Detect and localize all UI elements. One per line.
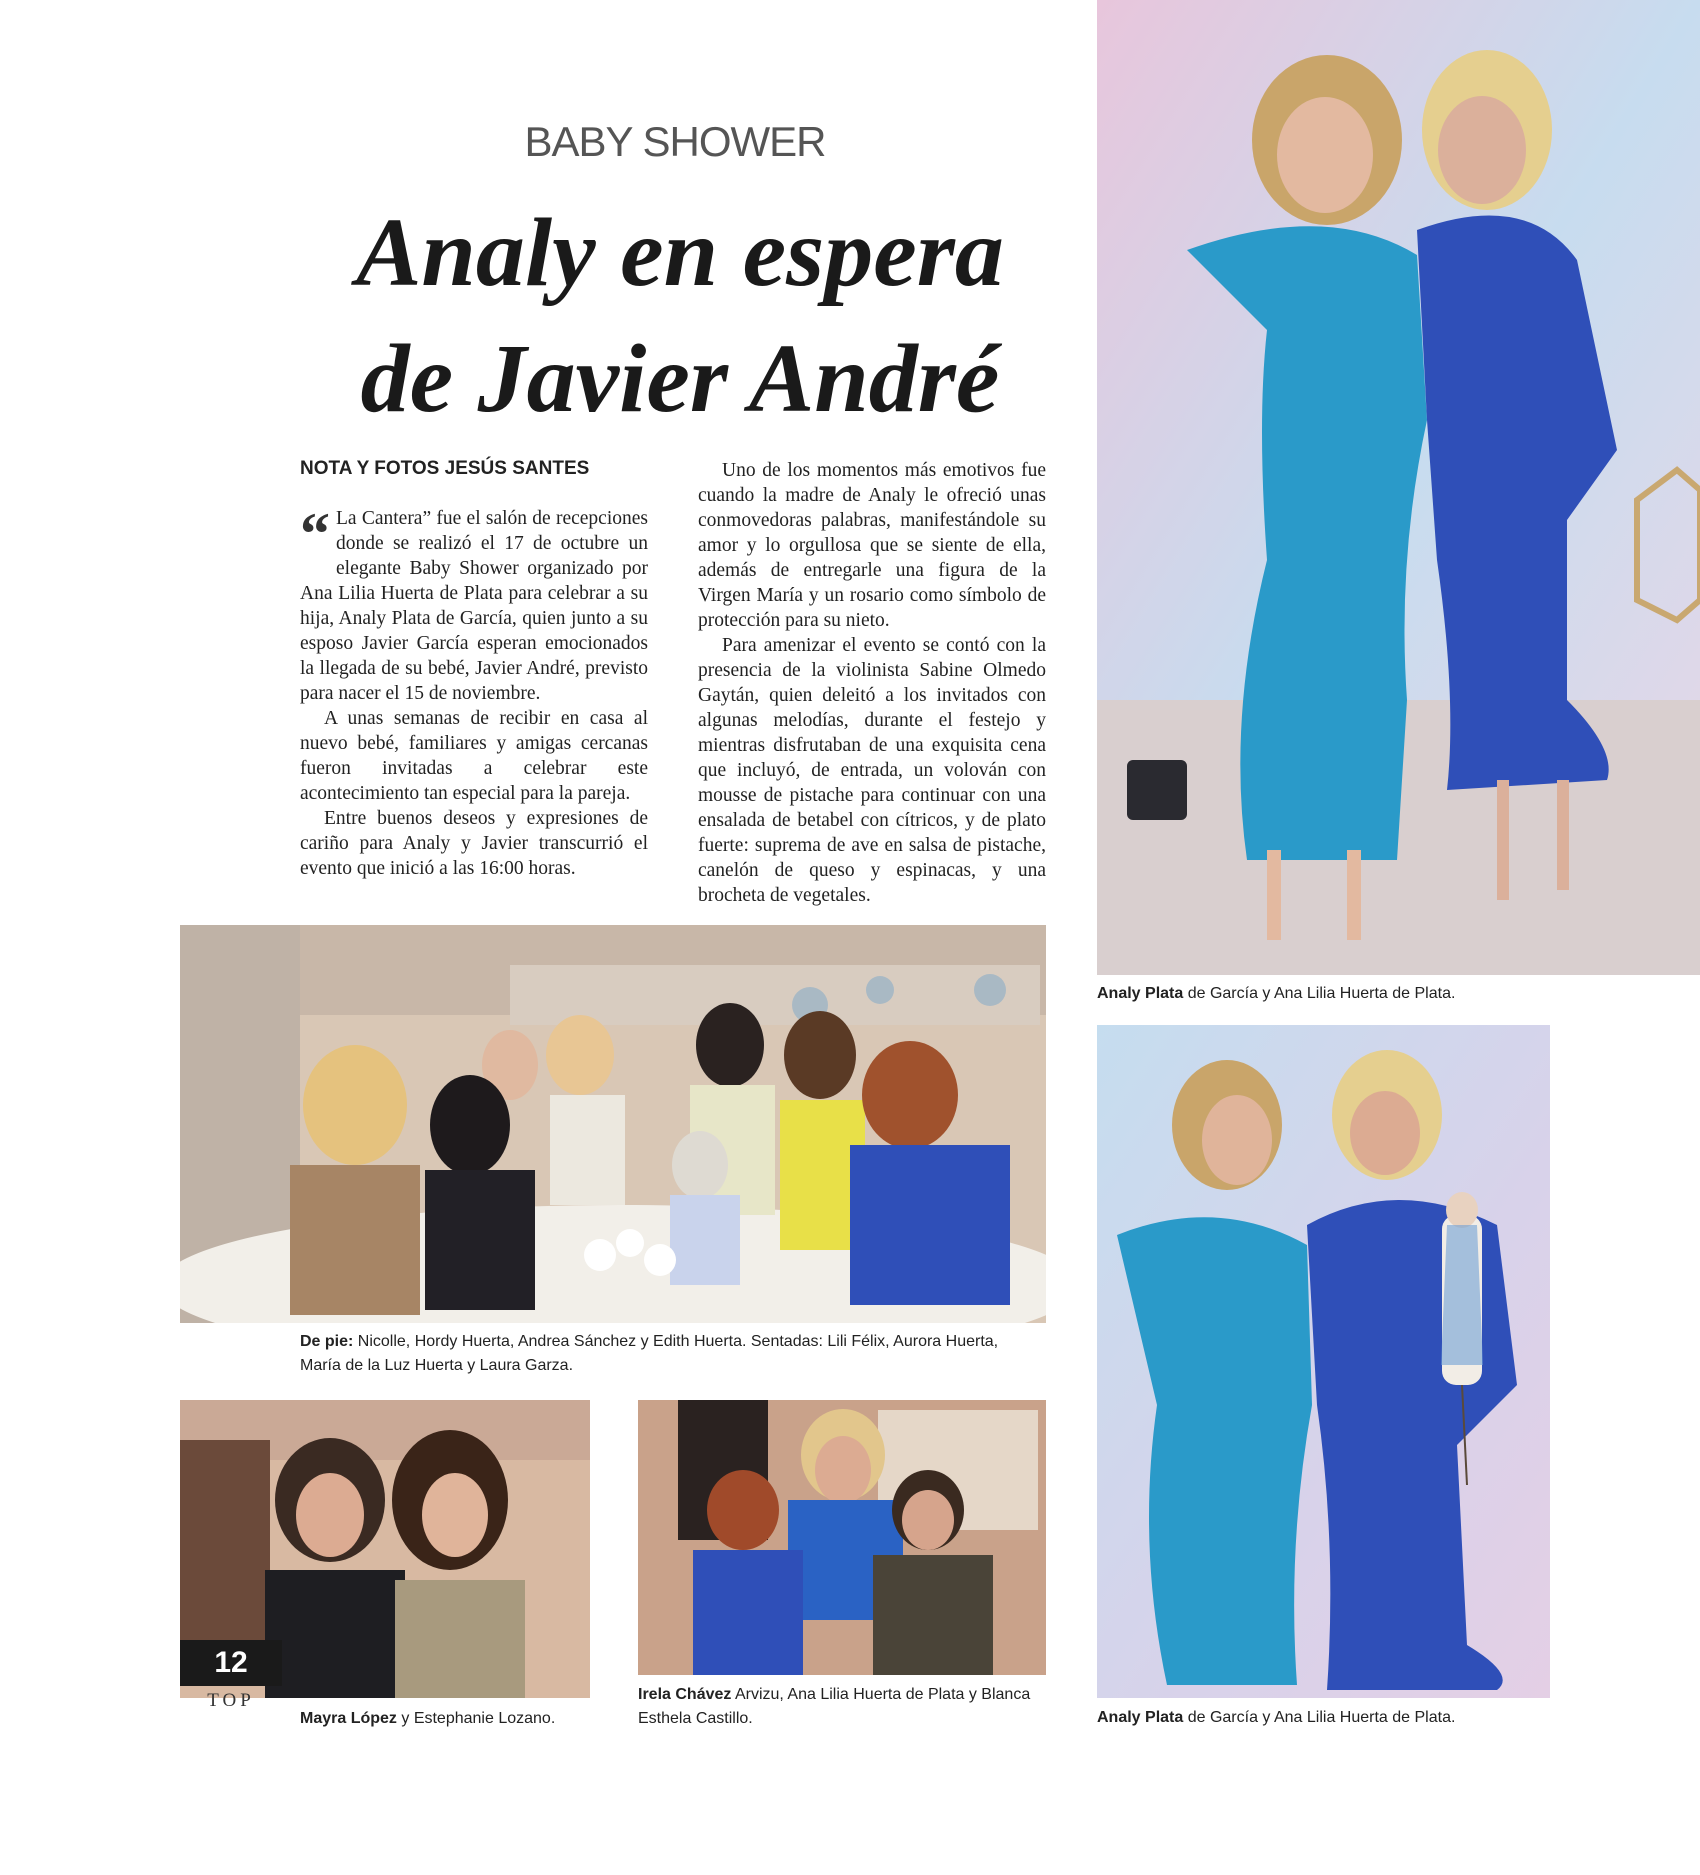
photo-three-women-art bbox=[638, 1400, 1046, 1675]
article-column-2 bbox=[698, 458, 1046, 908]
byline: NOTA Y FOTOS JESÚS SANTES bbox=[300, 458, 590, 479]
paragraph-1: “ La Cantera” fue el salón de recepciones donde se realizó el 17 de octubre un elegante Baby Shower organizado por Ana Lilia Huerta de Plata para celebrar a su hija, Analy Plata de García, quien junto a su esposo Javier García esperan emocionados la llegada de su bebé, Javier André, previsto para nacer el 15 de noviembre. bbox=[300, 501, 648, 704]
headline bbox=[290, 190, 1070, 442]
headline-line-2: de Javier André bbox=[360, 325, 1000, 433]
caption-bottom-right: Analy Plata de García y Ana Lilia Huerta de Plata. bbox=[1097, 1709, 1456, 1726]
photo-analy-and-mother bbox=[1097, 0, 1700, 975]
paragraph-4: Uno de los momentos más emotivos fue cuando la madre de Analy le ofreció unas conmovedoras palabras, manifestándole su amor y lo orgullosa que se siente de ella, además de entregarle una figura de la Virgen María y un rosario como símbolo de protección para su nieto. bbox=[698, 460, 1046, 631]
section-label: BABY SHOWER bbox=[524, 118, 826, 165]
page-number: 12 bbox=[180, 1640, 282, 1686]
paragraph-2: A unas semanas de recibir en casa al nuevo bebé, familiares y amigas cercanas fueron invitadas a celebrar este acontecimiento tan especial para la pareja. bbox=[300, 708, 648, 804]
quote-mark: “ bbox=[300, 501, 330, 567]
photo-three-women bbox=[638, 1400, 1046, 1675]
caption-top-right: Analy Plata de García y Ana Lilia Huerta de Plata. bbox=[1097, 985, 1456, 1002]
page-tag: TOP bbox=[207, 1690, 255, 1711]
photo-group-table-art bbox=[180, 925, 1046, 1323]
paragraph-5: Para amenizar el evento se contó con la presencia de la violinista Sabine Olmedo Gaytán, quien deleitó a los invitados con algunas melodías, durante el festejo y mientras disfrutaban de una exquisita cena que incluyó, de entrada, un volován con mousse de pistache para continuar con una ensalada de betabel con cítricos, y de plato fuerte: suprema de ave en salsa de pistache, canelón de queso y espinacas, y una brocheta de vegetales. bbox=[698, 635, 1046, 906]
caption-bottom-mid: Irela Chávez Arvizu, Ana Lilia Huerta de Plata y Blanca Esthela Castillo. bbox=[638, 1686, 1031, 1727]
photo-virgin-figure-art bbox=[1097, 1025, 1550, 1698]
caption-bottom-left: Mayra López y Estephanie Lozano. bbox=[300, 1710, 556, 1727]
photo-analy-and-mother-art bbox=[1097, 0, 1700, 975]
caption-group: De pie: Nicolle, Hordy Huerta, Andrea Sánchez y Edith Huerta. Sentadas: Lili Félix, Aurora Huerta, María de la Luz Huerta y Laura Garza. bbox=[300, 1333, 999, 1374]
photo-virgin-figure bbox=[1097, 1025, 1550, 1698]
headline-line-1: Analy en espera bbox=[356, 199, 1004, 307]
article-column-1 bbox=[300, 501, 648, 881]
photo-group-table bbox=[180, 925, 1046, 1323]
paragraph-3: Entre buenos deseos y expresiones de cariño para Analy y Javier transcurrió el evento que inició a las 16:00 horas. bbox=[300, 808, 648, 879]
